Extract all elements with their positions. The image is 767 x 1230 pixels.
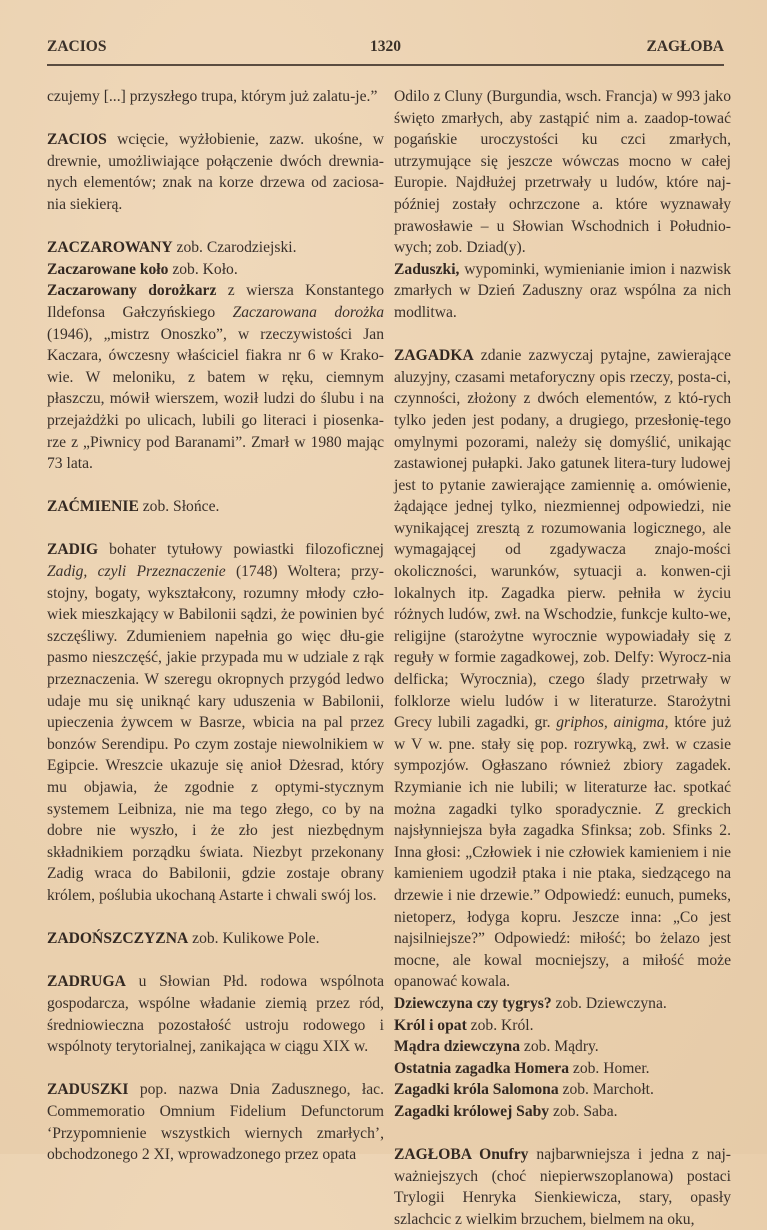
entry-zaduszki: [47, 1079, 384, 1165]
entry-italic-title: Zaczarowana dorożka: [232, 303, 384, 321]
entry-madra-dziewczyna: [394, 1036, 731, 1058]
entry-headword: ZACIOS: [47, 131, 107, 149]
entry-headword: ZADUSZKI: [47, 1081, 129, 1099]
entry-text: zob. Czarodziejski.: [172, 239, 297, 257]
entry-headword: ZAGADKA: [394, 347, 474, 365]
entry-text: zob. Kulikowe Pole.: [188, 930, 320, 948]
entry-headword: ZACZAROWANY: [47, 239, 173, 257]
entry-zacmienie: [47, 496, 384, 518]
entry-headword: ZADIG: [47, 541, 99, 559]
entry-zaczarowane-kolo: [47, 259, 384, 281]
entry-headword: Dziewczyna czy tygrys?: [394, 994, 552, 1012]
entry-zaduszki-wypominki: [394, 259, 731, 324]
entry-text: (1946), „mistrz Onoszko”, w rzeczywistości Jan Kaczara, ówczesny właściciel fiakra nr 6 w Krako-wie. W meloniku, z batem w ręku, ciemnym płaszczu, mówił wierszem, woził ludzi do ślubu i na przejażdżki po ulicach, lubili go literaci i piosenka-rze z „Piwnicy pod Baranami”. Zmarł w 1980 mając 73 lata.: [47, 325, 384, 473]
entry-zaczarowany-dorozkarz: [47, 280, 384, 474]
entry-zadonszczyzna: [47, 928, 384, 950]
entry-text: u Słowian Płd. rodowa wspólnota gospodarcza, wspólne władanie ziemią przez ród, średniowieczna pozostałość ustroju rodowego i wspólnoty terytorialnej, zanikająca w ciągu XIX w.: [47, 973, 384, 1056]
entry-ostatnia-zagadka-homera: [394, 1058, 731, 1080]
entry-headword: Zaduszki,: [394, 260, 460, 278]
entry-dziewczyna-czy-tygrys: [394, 993, 731, 1015]
header-last-entry: ZAGŁOBA: [646, 38, 724, 55]
entry-headword: ZAGŁOBA Onufry: [394, 1146, 529, 1164]
entry-zaczarowany: [47, 237, 384, 259]
entry-headword: Zaczarowane koło: [47, 260, 169, 278]
entry-cont: [47, 86, 384, 108]
entry-text: bohater tytułowy powiastki filozoficznej: [98, 541, 384, 559]
entry-krol-i-opat: [394, 1015, 731, 1037]
entry-italic-title: griphos, ainigma: [556, 714, 665, 732]
left-column: [47, 86, 384, 1166]
entry-text: zob. Mądry.: [520, 1038, 599, 1056]
entry-headword: ZAĆMIENIE: [47, 498, 139, 516]
entry-zagadki-krolowej-saby: [394, 1101, 731, 1123]
entry-text: czujemy [...] przyszłego trupa, którym już zalatu-je.”: [47, 88, 378, 105]
entry-text: (1748) Woltera; przy-stojny, bogaty, wykształcony, rozumny młody czło-wiek mieszkający w Babilonii sądzi, że powinien być szczęśliwy. Zdumieniem napełnia go więc dłu-gie pasmo nieszczęść, jakie przypada mu w udziale z rąk przeznaczenia. W szeregu okropnych przygód ledwo udaje mu się uniknąć kary uduszenia w Babilonii, upieczenia żywcem w Basrze, wbicia na pal przez bonzów Serendipu. Po czym zostaje niewolnikiem w Egipcie. Wreszcie ukazuje się anioł Dżesrad, który mu objawia, że zgodnie z optymi-stycznym systemem Leibniza, nie ma tego złego, co by na dobre nie wyszło, i że zło jest niezbędnym składnikiem porządku świata. Niezbyt przekonany Zadig wraca do Babilonii, gdzie zostaje obrany królem, poślubia ukochaną Astarte i chwali swój los.: [47, 563, 385, 904]
entry-italic-title: Zadig, czyli Przeznaczenie: [47, 563, 226, 581]
entry-headword: ZADRUGA: [47, 973, 126, 991]
entry-text: Odilo z Cluny (Burgundia, wsch. Francja) w 993 jako święto zmarłych, aby zastąpić nim a. zaadop-tować pogańskie uroczystości ku czci zmarłych, utrzymujące się jeszcze wówczas mocno w całej Europie. Najdłużej przetrwały u ludów, które naj-później zostały ochrzczone a. które wyznawały prawosławie – u Słowian Wschodnich i Południo-wych; zob. Dziad(y).: [394, 88, 731, 257]
entry-text: , które już w V w. pne. stały się pop. rozrywką, zwł. w czasie sympozjów. Ogłaszano również zbiory zagadek. Rzymianie ich nie lubili; w literaturze łac. spotkać można zagadki tylko sporadycznie. Z greckich najsłynniejsza była zagadka Sfinksa; zob. Sfinks 2. Inna głosi: „Człowiek i nie człowiek kamieniem i nie kamieniem ugodził ptaka i nie ptaka, siedzącego na drzewie i nie drzewie.” Odpowiedź: eunuch, pumeks, nietoperz, łodyga kopru. Jeszcze inna: „Co jest najsilniejsze?” Odpowiedź: miłość; bo żelazo jest mocne, ale kowal mocniejszy, a miłość może opanować kowala.: [394, 714, 731, 991]
entry-text: pop. nazwa Dnia Zadusznego, łac. Commemoratio Omnium Fidelium Defunctorum ‘Przypomnienie wszystkich wiernych zmarłych’, obchodzonego 2 XI, wprowadzonego przez opata: [47, 1081, 384, 1164]
entry-headword: Król i opat: [394, 1016, 467, 1034]
entry-text: wcięcie, wyżłobienie, zazw. ukośne, w drewnie, umożliwiające połączenie dwóch drewnia-nych elementów; znak na korze drzewa od zaciosa-nia siekierą.: [47, 131, 384, 213]
entry-zacios: [47, 129, 384, 215]
entry-headword: Ostatnia zagadka Homera: [394, 1059, 569, 1077]
entry-text: zob. Słońce.: [138, 498, 220, 516]
entry-zaduszki-cont: [394, 86, 731, 259]
entry-text: zob. Koło.: [168, 260, 238, 278]
entry-headword: Zagadki króla Salomona: [394, 1081, 559, 1099]
entry-text: zdanie zazwyczaj pytajne, zawierające aluzyjny, czasami metaforyczny opis rzeczy, posta-ci, czynności, złożony z dwóch elementów, z któ-rych tylko jeden jest podany, a drugiego, przesłonię-tego omylnymi pozorami, należy się domyślić, unikając zastawionej pułapki. Jako gatunek litera-tury ludowej jest to pytanie zawierające zamiennię a. omówienie, żądające jednej tylko, niezmiennej odpowiedzi, nie wynikającej zresztą z rozumowania logicznego, ale wymagającej od zgadywacza znajo-mości okoliczności, warunków, sytuacji a. konwen-cji lokalnych itp. Zagadka pierw. pełniła w życiu różnych ludów, zwł. na Wschodzie, funkcje kulto-we, religijne (starożytne wyrocznie wypowiadały się z reguły w formie zagadkowej, zob. Delfy: Wyrocz-nia delficka; Wyrocznia), czego ślady przetrwały w folklorze wielu ludów i w literaturze. Starożytni Grecy lubili zagadki, gr.: [394, 347, 731, 732]
entry-text: wypominki, wymienianie imion i nazwisk zmarłych w Dzień Zaduszny oraz wspólna za nich modlitwa.: [394, 260, 731, 321]
entry-text: zob. Dziewczyna.: [551, 994, 667, 1012]
entry-text: zob. Homer.: [569, 1059, 650, 1077]
entry-headword: ZADOŃSZCZYZNA: [47, 930, 189, 948]
entry-text: zob. Marchołt.: [558, 1081, 654, 1099]
entry-text: zob. Saba.: [549, 1102, 618, 1120]
entry-headword: Zaczarowany dorożkarz: [47, 282, 217, 300]
entry-zagadki-krola-salomona: [394, 1079, 731, 1101]
entry-headword: Mądra dziewczyna: [394, 1038, 521, 1056]
entry-zadruga: [47, 971, 384, 1057]
header-rule: [47, 64, 724, 66]
page-number: 1320: [370, 38, 401, 55]
entry-zagloba: [394, 1144, 731, 1230]
entry-text: najbarwniejsza i jedna z naj-ważniejszych (choć niepierwszoplanowa) postaci Trylogii Henryka Sienkiewicza, stary, opasły szlachcic z wielkim brzuchem, bielmem na oku,: [394, 1146, 731, 1228]
running-header: [47, 38, 724, 60]
entry-text: zob. Król.: [466, 1016, 534, 1034]
entry-zagadka: [394, 345, 731, 993]
entry-text: z wiersza Konstantego Ildefonsa Gałczyńskiego: [47, 282, 385, 321]
entry-zadig: [47, 539, 384, 906]
right-column: [394, 86, 731, 1230]
header-first-entry: ZACIOS: [47, 38, 107, 55]
entry-headword: Zagadki królowej Saby: [394, 1102, 550, 1120]
